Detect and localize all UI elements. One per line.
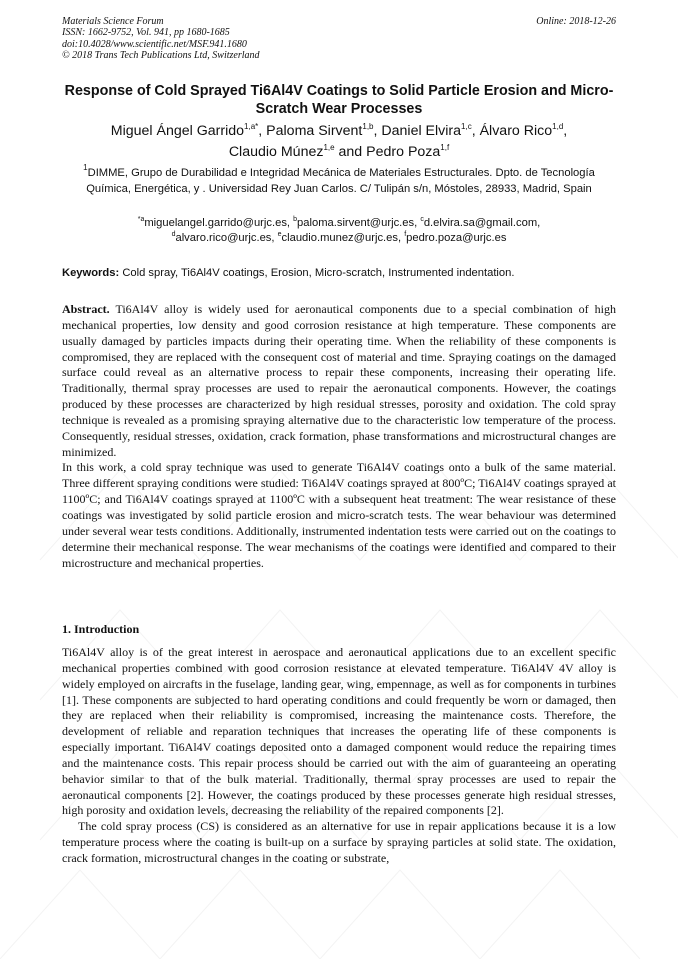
email-link[interactable]: $^c$d.elvira.sa@gmail.com	[420, 216, 538, 229]
keywords-label: Keywords:	[62, 267, 120, 279]
author: Pedro Poza$^{1,f}$	[366, 143, 450, 160]
doi-line: doi:10.4028/www.scientific.net/MSF.941.1680	[62, 38, 247, 50]
email-link[interactable]: $^f$pedro.poza@urjc.es	[404, 231, 507, 244]
author-list	[62, 121, 616, 163]
issn-line: ISSN: 1662-9752, Vol. 941, pp 1680-1685	[62, 27, 230, 39]
email-link[interactable]: $^d$alvaro.rico@urjc.es	[171, 231, 272, 244]
author: Paloma Sirvent$^{1,b}$,	[266, 122, 382, 139]
email-link[interactable]: $^b$paloma.sirvent@urjc.es	[293, 216, 415, 229]
running-header	[62, 16, 616, 61]
author: Daniel Elvira$^{1,c}$,	[381, 122, 480, 139]
author: Claudio Múnez$^{1,e}$ and	[228, 143, 367, 160]
author: Miguel Ángel Garrido$^{1,a*}$,	[110, 122, 267, 139]
intro-paragraph: The cold spray process (CS) is considered as an alternative for use in repair applications because it is a low temperature process where the coating is built-up on a surface by spraying particles at solid state. The oxidation, crack formation, microstructural changes in the coating or substrate,	[62, 819, 616, 865]
journal-info	[62, 16, 616, 61]
email-link[interactable]: $^e$claudio.munez@urjc.es	[277, 231, 398, 244]
section-heading: 1. Introduction	[62, 622, 140, 636]
copyright-line: © 2018 Trans Tech Publications Ltd, Switzerland	[62, 49, 260, 61]
abstract-paragraph: In this work, a cold spray technique was used to generate Ti6Al4V coatings onto a bulk of the same material. Three different spraying conditions were studied: Ti6Al4V coatings sprayed at 800ºC; Ti6Al4V coatings sprayed at 1100ºC; and Ti6Al4V coatings sprayed at 1100ºC with a subsequent heat treatment: The wear resistance of these coatings was investigated by solid particle erosion and micro-scratch tests. The wear behaviour was determined under several wear tests conditions. Additionally, instrumented indentation tests were carried out on the coatings to determine their mechanical response. The wear mechanisms of the coatings were identified and compared to their microstructure and mechanical properties.	[62, 460, 616, 570]
abstract-label: Abstract.	[62, 302, 110, 316]
paper-title: Response of Cold Sprayed Ti6Al4V Coatings to Solid Particle Erosion and Micro-Scratch Wear Processes	[64, 83, 614, 117]
introduction	[62, 645, 616, 867]
keywords	[62, 266, 616, 280]
abstract	[62, 302, 616, 571]
email-link[interactable]: $^{*a}$miguelangel.garrido@urjc.es	[137, 216, 287, 229]
abstract-paragraph: Abstract. Ti6Al4V alloy is widely used for aeronautical components due to a special combination of high mechanical properties, low density and good corrosion resistance at high temperature. These components are usually damaged by particles impacts during their operating time. When the reliability of these components is compromised, they are replaced with the consequent cost of material and time. Spraying coatings on the damaged surface could reveal as an alternative process to repair these components, increasing their operating life. Traditionally, thermal spray processes are used to repair the aeronautical components. However, the coatings produced by these processes are characterized by high residual stresses, porosity and oxidation. The cold spray technique is revealed as a promising spraying alternative due to the characteristic low temperature of the process. Consequently, residual stresses, oxidation, crack formation, phase transformations and microstructural changes are minimized.	[62, 302, 616, 459]
online-date: Online: 2018-12-26	[536, 16, 616, 27]
email-list: $^{*a}$miguelangel.garrido@urjc.es, $^b$paloma.sirvent@urjc.es, $^c$d.elvira.sa@gmail.com, $^d$alvaro.rico@urjc.es, $^e$claudio.munez@urjc.es, $^f$pedro.poza@urjc.es	[137, 216, 541, 244]
keywords-text: Cold spray, Ti6Al4V coatings, Erosion, Micro-scratch, Instrumented indentation.	[122, 267, 515, 279]
intro-paragraph: Ti6Al4V alloy is of the great interest in aerospace and aeronautical applications due to an excellent specific mechanical properties combined with good corrosion resistance at elevated temperature. Ti6Al4V 4V alloy is widely employed on aircrafts in the fuselage, landing gear, wing, empennage, as well as for components in turbines [1]. These components are subjected to hard operating conditions and could frequently be worn or damaged, then they are replaced when their reliability is compromised, increasing the maintenance costs. Therefore, the development of reliable and reparation techniques that increases the operating life of these components is especially important. Ti6Al4V coatings deposited onto a damaged component would reduce the repairing times and the maintenance costs. This repair process should be carried out with the aim of guaranteeing an operating behavior similar to that of the bulk material. Traditionally, thermal spray processes are used to repair the aeronautical components [2]. However, the coatings produced by these processes generate high residual stresses, high porosity and oxidation levels, decreasing the reliability of the repaired components [2].	[62, 645, 616, 818]
journal-name: Materials Science Forum	[62, 16, 164, 27]
affiliation: $^1$DIMME, Grupo de Durabilidad e Integridad Mecánica de Materiales Estructurales. Dpto. de Tecnología Química, Energética, y . Universidad Rey Juan Carlos. C/ Tulipán s/n, Móstoles, 28933, Madrid, Spain	[83, 163, 595, 195]
author: Álvaro Rico$^{1,d}$,	[479, 122, 568, 139]
